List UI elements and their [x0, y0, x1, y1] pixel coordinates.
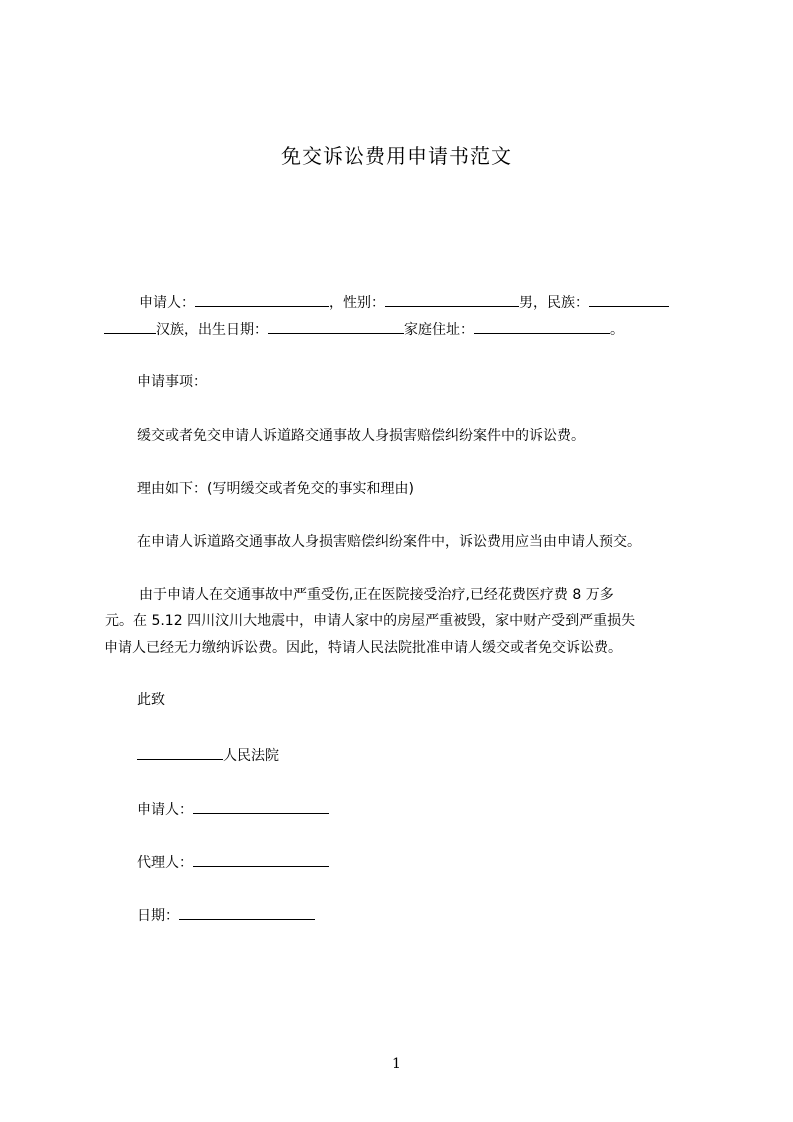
closing-text: 此致: [137, 692, 165, 708]
page-number: 1: [392, 1056, 401, 1072]
address-blank[interactable]: [474, 318, 610, 334]
matters-heading: 申请事项：: [137, 374, 207, 390]
reasons-heading: 理由如下：(写明缓交或者免交的事实和理由): [137, 481, 414, 497]
signature-agent-blank[interactable]: [193, 851, 329, 867]
ethnicity-blank[interactable]: [589, 291, 669, 307]
reasons-paragraph-2-line-2: 元。在 5.12 四川汶川大地震中，申请人家中的房屋严重被毁，家中财产受到严重损失: [105, 613, 636, 629]
reasons-paragraph-1: 在申请人诉道路交通事故人身损害赔偿纠纷案件中，诉讼费用应当由申请人预交。: [137, 534, 641, 550]
signature-date: [137, 904, 315, 926]
birth-date-blank[interactable]: [268, 318, 404, 334]
gender-value: 男，民族：: [519, 295, 589, 311]
court-line: [137, 744, 279, 766]
signature-agent: [137, 851, 329, 873]
applicant-name-blank[interactable]: [195, 291, 329, 307]
signature-agent-label: 代理人：: [137, 855, 193, 871]
applicant-info-line-1: [139, 291, 669, 313]
applicant-label: 申请人：: [139, 295, 195, 311]
reasons-paragraph-2-line-1: 由于申请人在交通事故中严重受伤,正在医院接受治疗,已经花费医疗费 8 万多: [139, 587, 614, 603]
end-mark: 。: [610, 322, 624, 338]
page-title: 免交诉讼费用申请书范文: [281, 144, 512, 168]
court-suffix: 人民法院: [223, 748, 279, 764]
gender-label: ，性别：: [329, 295, 385, 311]
court-name-blank[interactable]: [137, 744, 223, 760]
address-label: 家庭住址：: [404, 322, 474, 338]
applicant-info-line-2: [104, 318, 624, 340]
ethnicity-value: 汉族，出生日期：: [156, 322, 268, 338]
signature-date-label: 日期：: [137, 908, 179, 924]
signature-applicant: [137, 798, 329, 820]
signature-date-blank[interactable]: [179, 904, 315, 920]
signature-applicant-blank[interactable]: [193, 798, 329, 814]
gender-blank[interactable]: [385, 291, 519, 307]
reasons-paragraph-2-line-3: 申请人已经无力缴纳诉讼费。因此，特请人民法院批准申请人缓交或者免交诉讼费。: [104, 640, 622, 656]
signature-applicant-label: 申请人：: [137, 802, 193, 818]
ethnicity-blank-continued[interactable]: [104, 318, 156, 334]
matters-content: 缓交或者免交申请人诉道路交通事故人身损害赔偿纠纷案件中的诉讼费。: [137, 428, 585, 444]
